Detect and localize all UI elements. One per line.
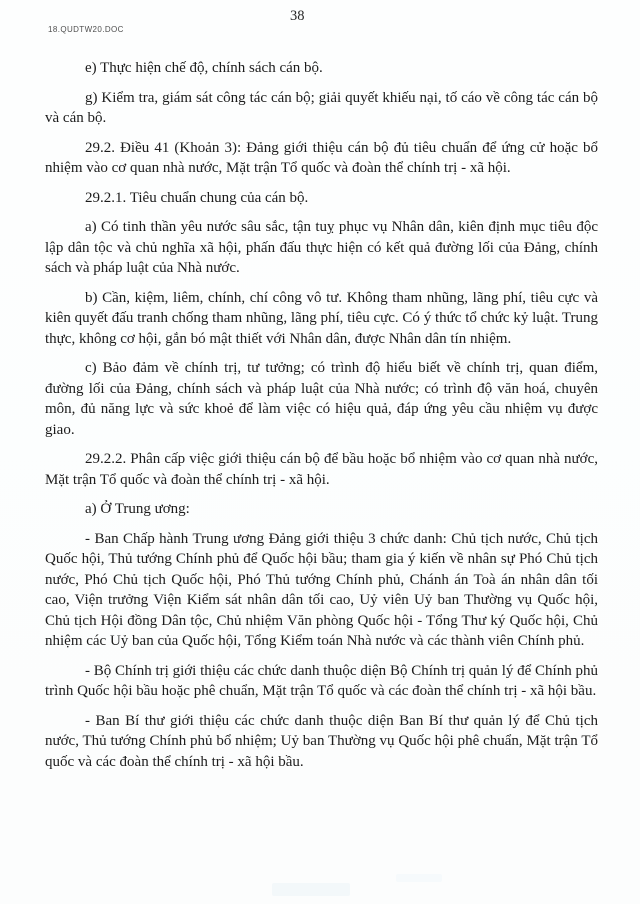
bullet-ban-bi-thu: - Ban Bí thư giới thiệu các chức danh thuộc diện Ban Bí thư quản lý để Chủ tịch nước, Thủ tướng Chính phủ bổ nhiệm; Uỷ ban Thường vụ Quốc hội phê chuẩn, Mặt trận Tổ quốc và các đoàn thể chính trị - xã hội bầu. [45, 712, 598, 770]
paragraph-item-a-central: a) Ở Trung ương: [85, 501, 190, 517]
section-29-2-1-heading: 29.2.1. Tiêu chuẩn chung của cán bộ. [85, 189, 309, 206]
section-29-2-heading: 29.2. Điều 41 (Khoản 3): Đảng giới thiệu cán bộ đủ tiêu chuẩn để ứng cử hoặc bổ nhiệm vào cơ quan nhà nước, Mặt trận Tổ quốc và đoàn thể chính trị - xã hội. [45, 139, 598, 176]
paragraph-item-b: b) Cần, kiệm, liêm, chính, chí công vô tư. Không tham nhũng, lãng phí, tiêu cực và kiên quyết đấu tranh chống tham nhũng, lãng phí, tiêu cực. Có ý thức tổ chức kỷ luật. Trung thực, không cơ hội, gắn bó mật thiết với Nhân dân, được Nhân dân tín nhiệm. [45, 289, 598, 347]
paragraph-item-a: a) Có tinh thần yêu nước sâu sắc, tận tuỵ phục vụ Nhân dân, kiên định mục tiêu độc lập dân tộc và chủ nghĩa xã hội, phấn đấu thực hiện có kết quả đường lối của Đảng, chính sách và pháp luật của Nhà nước. [45, 219, 598, 276]
paragraph-item-g: g) Kiểm tra, giám sát công tác cán bộ; giải quyết khiếu nại, tố cáo về công tác cán bộ và cán bộ. [45, 89, 598, 126]
page-number: 38 [290, 8, 305, 24]
page-header [45, 0, 598, 58]
bullet-ban-chap-hanh: - Ban Chấp hành Trung ương Đảng giới thiệu 3 chức danh: Chủ tịch nước, Chủ tịch Quốc hội, Thủ tướng Chính phủ để Quốc hội bầu; tham gia ý kiến về nhân sự Phó Chủ tịch nước, Phó Chủ tịch Quốc hội, Phó Thủ tướng Chính phủ, Chánh án Toà án nhân dân tối cao, Viện trưởng Viện Kiểm sát nhân dân tối cao, Uỷ viên Uỷ ban Thường vụ Quốc hội, Chủ tịch Hội đồng Dân tộc, Chủ nhiệm Văn phòng Quốc hội - Tổng Thư ký Quốc hội, Chủ nhiệm các Uỷ ban của Quốc hội, Tổng Kiểm toán Nhà nước và các thành viên Chính phủ. [45, 530, 598, 649]
document-body [45, 58, 598, 772]
paragraph-item-c: c) Bảo đảm về chính trị, tư tưởng; có trình độ hiểu biết về chính trị, quan điểm, đường lối của Đảng, chính sách và pháp luật của Nhà nước; có trình độ văn hoá, chuyên môn, đủ năng lực và sức khoẻ để làm việc có hiệu quả, đáp ứng yêu cầu nhiệm vụ được giao. [45, 360, 598, 438]
section-29-2-2-heading: 29.2.2. Phân cấp việc giới thiệu cán bộ để bầu hoặc bổ nhiệm vào cơ quan nhà nước, Mặt trận Tổ quốc và đoàn thể chính trị - xã hội. [45, 451, 598, 488]
bullet-bo-chinh-tri: - Bộ Chính trị giới thiệu các chức danh thuộc diện Bộ Chính trị quản lý để Chính phủ trình Quốc hội bầu hoặc phê chuẩn, Mặt trận Tổ quốc và các đoàn thể chính trị - xã hội bầu. [45, 662, 598, 699]
document-filename: 18.QUDTW20.DOC [48, 25, 124, 34]
paragraph-item-e: e) Thực hiện chế độ, chính sách cán bộ. [85, 60, 323, 76]
